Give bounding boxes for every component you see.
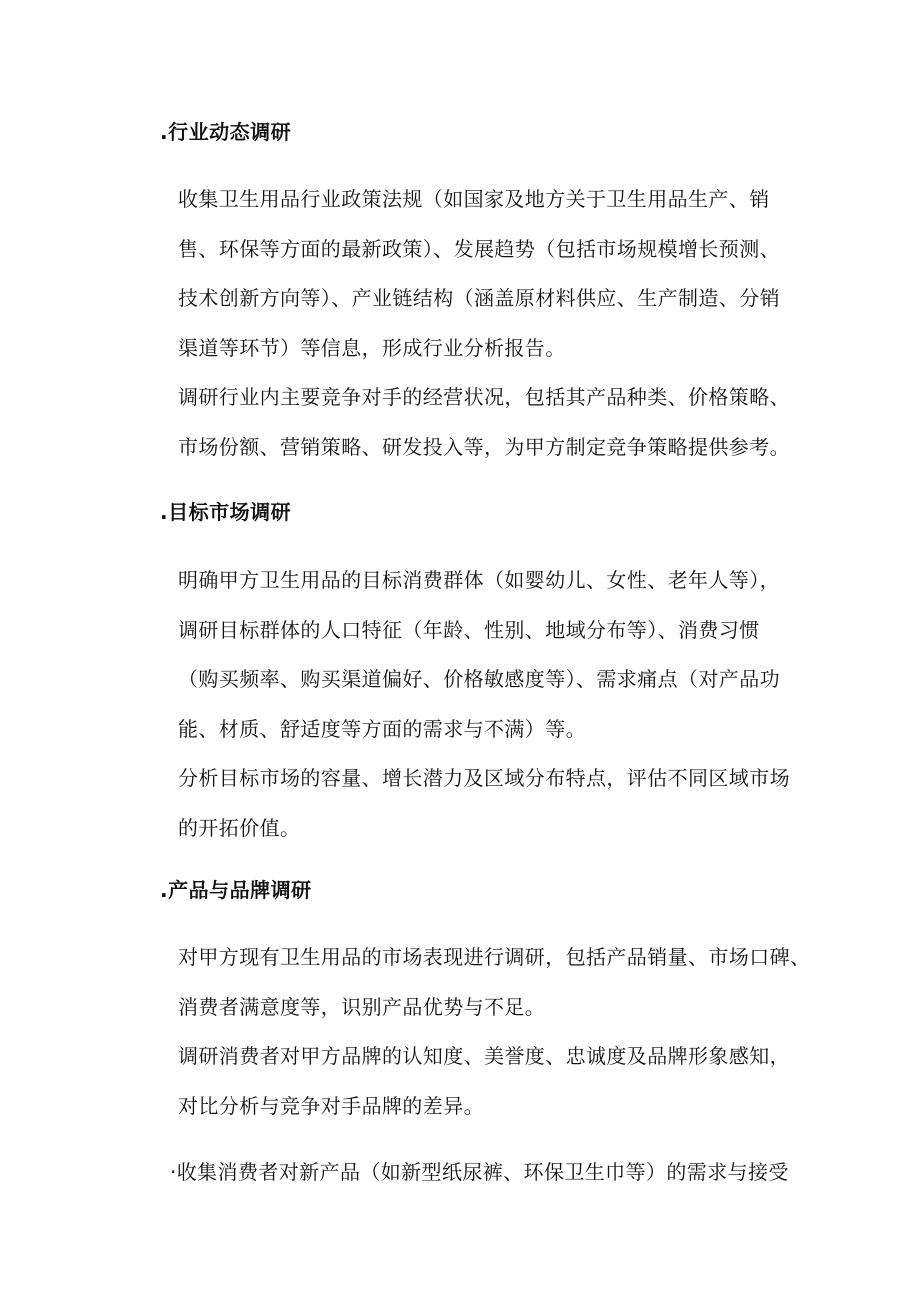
bullet-item-new-product: ·收集消费者对新产品（如新型纸尿裤、环保卫生巾等）的需求与接受 [170, 1160, 789, 1184]
section-body-product-brand: 对甲方现有卫生用品的市场表现进行调研，包括产品销量、市场口碑、 消费者满意度等，识别产品优势与不足。 调研消费者对甲方品牌的认知度、美誉度、忠诚度及品牌形象感知， 对比分析与竞争对手品牌的差异。 [178, 945, 811, 1118]
section-body-target-market: 明确甲方卫生用品的目标消费群体（如婴幼儿、女性、老年人等）， 调研目标群体的人口特征（年龄、性别、地域分布等）、消费习惯 （购买频率、购买渠道偏好、价格敏感度等）、需求痛点（对产品功 能、材质、舒适度等方面的需求与不满）等。 分析目标市场的容量、增长潜力及区域分布特点，评估不同区域市场 的开拓价值。 [178, 568, 790, 840]
section-heading-product-brand: .产品与品牌调研 [160, 878, 312, 902]
section-heading-industry: .行业动态调研 [160, 120, 292, 144]
section-body-industry: 收集卫生用品行业政策法规（如国家及地方关于卫生用品生产、销 售、环保等方面的最新政策）、发展趋势（包括市场规模增长预测、 技术创新方向等）、产业链结构（涵盖原材料供应、生产制造、分销 渠道等环节）等信息，形成行业分析报告。 调研行业内主要竞争对手的经营状况，包括其产品种类、价格策略、 市场份额、营销策略、研发投入等，为甲方制定竞争策略提供参考。 [178, 187, 790, 459]
section-heading-target-market: .目标市场调研 [160, 500, 292, 524]
